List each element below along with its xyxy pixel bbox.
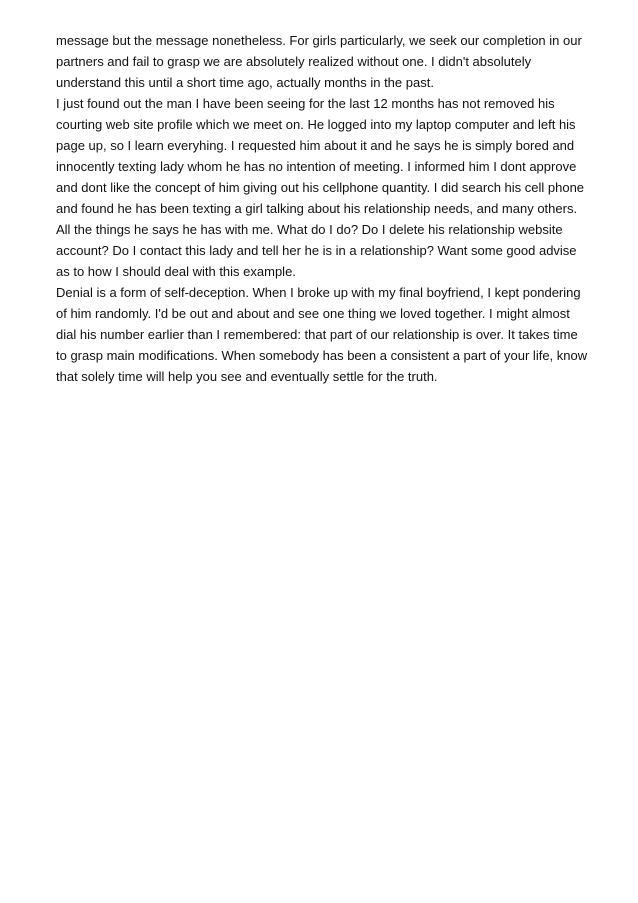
text-line: dial his number earlier than I remembered: that part of our relationship is over. It takes time: [56, 327, 578, 342]
text-line: Denial is a form of self-deception. When I broke up with my final boyfriend, I kept pondering: [56, 285, 581, 300]
text-line: innocently texting lady whom he has no intention of meeting. I informed him I dont approve: [56, 159, 577, 174]
text-line: page up, so I learn everyhing. I requested him about it and he says he is simply bored and: [56, 138, 575, 153]
text-line: and found he has been texting a girl talking about his relationship needs, and many others.: [56, 201, 578, 216]
text-line: partners and fail to grasp we are absolutely realized without one. I didn't absolutely: [56, 54, 532, 69]
text-line: that solely time will help you see and eventually settle for the truth.: [56, 369, 438, 384]
paragraph: [56, 282, 596, 387]
paragraph: [56, 93, 596, 282]
text-line: All the things he says he has with me. What do I do? Do I delete his relationship website: [56, 222, 563, 237]
text-line: to grasp main modifications. When somebody has been a consistent a part of your life, know: [56, 348, 588, 363]
text-line: of him randomly. I'd be out and about and see one thing we loved together. I might almost: [56, 306, 570, 321]
text-line: message but the message nonetheless. For girls particularly, we seek our completion in our: [56, 33, 582, 48]
document-body: [56, 30, 596, 387]
text-line: courting web site profile which we meet on. He logged into my laptop computer and left his: [56, 117, 576, 132]
text-line: account? Do I contact this lady and tell her he is in a relationship? Want some good advise: [56, 243, 577, 258]
text-line: and dont like the concept of him giving out his cellphone quantity. I did search his cell phone: [56, 180, 585, 195]
text-line: I just found out the man I have been seeing for the last 12 months has not removed his: [56, 96, 555, 111]
text-line: understand this until a short time ago, actually months in the past.: [56, 75, 434, 90]
paragraph: [56, 30, 596, 93]
text-line: as to how I should deal with this example.: [56, 264, 296, 279]
